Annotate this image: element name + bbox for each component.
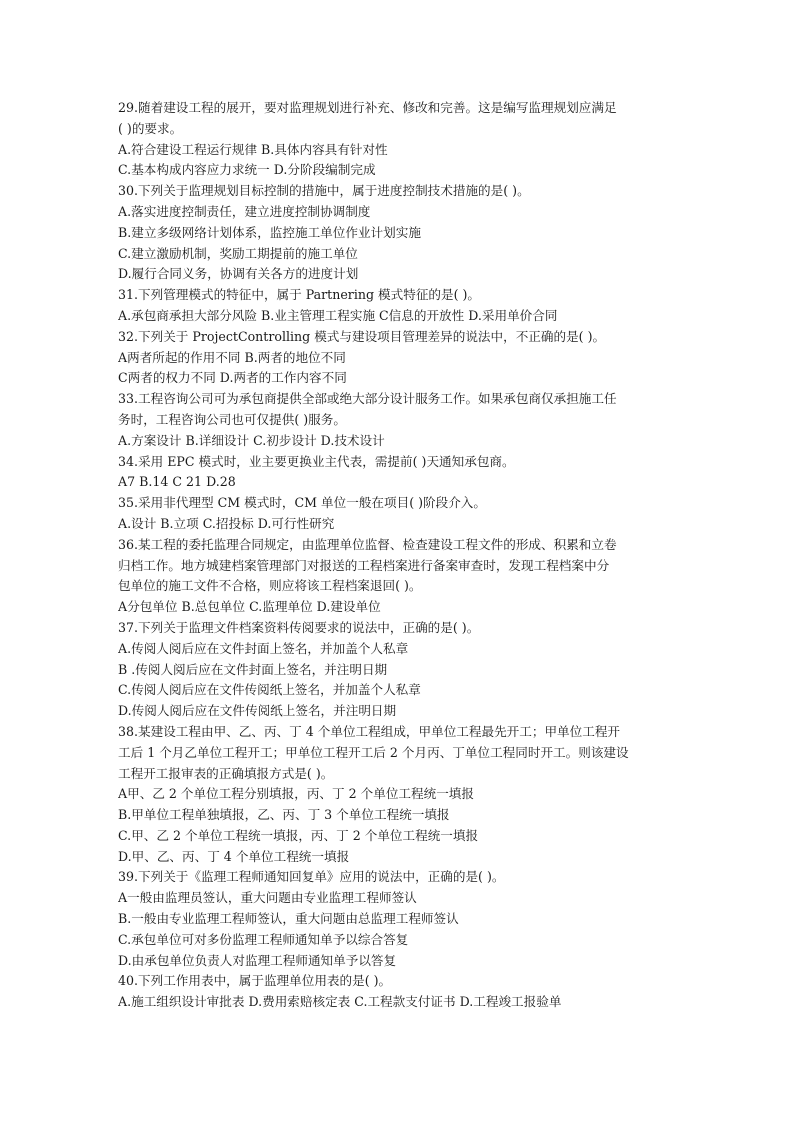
text-line: 33.工程咨询公司可为承包商提供全部或绝大部分设计服务工作。如果承包商仅承担施工任	[118, 391, 617, 407]
text-line: A.传阅人阅后应在文件封面上签名，并加盖个人私章	[118, 640, 409, 656]
text-line: 29.随着建设工程的展开，要对监理规划进行补充、修改和完善。这是编写监理规划应满足	[118, 100, 617, 115]
text-line: A.施工组织设计审批表 D.费用索赔核定表 C.工程款支付证书 D.工程竣工报验单	[118, 994, 562, 1010]
text-line: 工程开工报审表的正确填报方式是( )。	[118, 765, 334, 781]
text-line: 归档工作。地方城建档案管理部门对报送的工程档案进行备案审查时，发现工程档案中分	[118, 557, 610, 573]
text-line: A.符合建设工程运行规律 B.具体内容具有针对性	[118, 141, 388, 157]
text-line: 32.下列关于 ProjectControlling 模式与建设项目管理差异的说法中，不正确的是( )。	[118, 328, 606, 344]
text-line: A一般由监理员签认，重大问题由专业监理工程师签认	[118, 890, 417, 906]
text-line: A.方案设计 B.详细设计 C.初步设计 D.技术设计	[118, 432, 385, 448]
text-line: C.甲、乙 2 个单位工程统一填报，丙、丁 2 个单位工程统一填报	[118, 827, 479, 843]
text-line: 40.下列工作用表中，属于监理单位用表的是( )。	[118, 973, 392, 989]
text-line: 包单位的施工文件不合格，则应将该工程档案退回( )。	[118, 578, 422, 594]
text-line: C两者的权力不同 D.两者的工作内容不同	[118, 370, 347, 386]
text-line: B .传阅人阅后应在文件封面上签名，并注明日期	[118, 661, 388, 677]
text-line: B.建立多级网络计划体系，监控施工单位作业计划实施	[118, 224, 421, 240]
text-line: C.建立激励机制，奖励工期提前的施工单位	[118, 245, 358, 261]
text-line: C.基本构成内容应力求统一 D.分阶段编制完成	[118, 162, 376, 178]
text-line: 30.下列关于监理规划目标控制的措施中，属于进度控制技术措施的是( )。	[118, 183, 530, 199]
text-line: 38.某建设工程由甲、乙、丙、丁 4 个单位工程组成，甲单位工程最先开工；甲单位工程开	[118, 723, 621, 739]
text-line: B.甲单位工程单独填报，乙、丙、丁 3 个单位工程统一填报	[118, 807, 450, 823]
text-line: 37.下列关于监理文件档案资料传阅要求的说法中，正确的是( )。	[118, 619, 480, 635]
text-line: 34.采用 EPC 模式时，业主要更换业主代表，需提前( )天通知承包商。	[118, 453, 515, 469]
text-line: B.一般由专业监理工程师签认，重大问题由总监理工程师签认	[118, 911, 459, 927]
text-line: 35.采用非代理型 CM 模式时，CM 单位一般在项目( )阶段介入。	[118, 495, 486, 511]
text-line: 工后 1 个月乙单位工程开工；甲单位工程开工后 2 个月丙、丁单位工程同时开工。则该建设	[118, 744, 629, 760]
text-line: 36.某工程的委托监理合同规定，由监理单位监督、检查建设工程文件的形成、积累和立卷	[118, 536, 617, 552]
text-line: ( )的要求。	[118, 120, 183, 136]
text-line: C.承包单位可对多份监理工程师通知单予以综合答复	[118, 931, 409, 947]
text-line: A.落实进度控制责任，建立进度控制协调制度	[118, 203, 371, 219]
text-line: A.设计 B.立项 C.招投标 D.可行性研究	[118, 515, 335, 531]
text-line: 务时，工程咨询公司也可仅提供( )服务。	[118, 411, 346, 427]
text-line: D.由承包单位负责人对监理工程师通知单予以答复	[118, 952, 397, 968]
text-line: 31.下列管理模式的特征中，属于 Partnering 模式特征的是( )。	[118, 287, 481, 303]
text-line: D.履行合同义务，协调有关各方的进度计划	[118, 266, 359, 282]
document-page	[118, 98, 678, 1013]
text-line: 39.下列关于《监理工程师通知回复单》应用的说法中，正确的是( )。	[118, 869, 505, 885]
text-line: D.传阅人阅后应在文件传阅纸上签名，并注明日期	[118, 703, 397, 719]
text-line: A7 B.14 C 21 D.28	[118, 474, 236, 490]
text-line: A甲、乙 2 个单位工程分别填报，丙、丁 2 个单位工程统一填报	[118, 786, 474, 802]
text-line: D.甲、乙、丙、丁 4 个单位工程统一填报	[118, 848, 350, 864]
text-line: A分包单位 B.总包单位 C.监理单位 D.建设单位	[118, 599, 381, 615]
text-line: A.承包商承担大部分风险 B.业主管理工程实施 C信息的开放性 D.采用单价合同	[118, 307, 558, 323]
text-line: A两者所起的作用不同 B.两者的地位不同	[118, 349, 346, 365]
text-line: C.传阅人阅后应在文件传阅纸上签名，并加盖个人私章	[118, 682, 421, 698]
